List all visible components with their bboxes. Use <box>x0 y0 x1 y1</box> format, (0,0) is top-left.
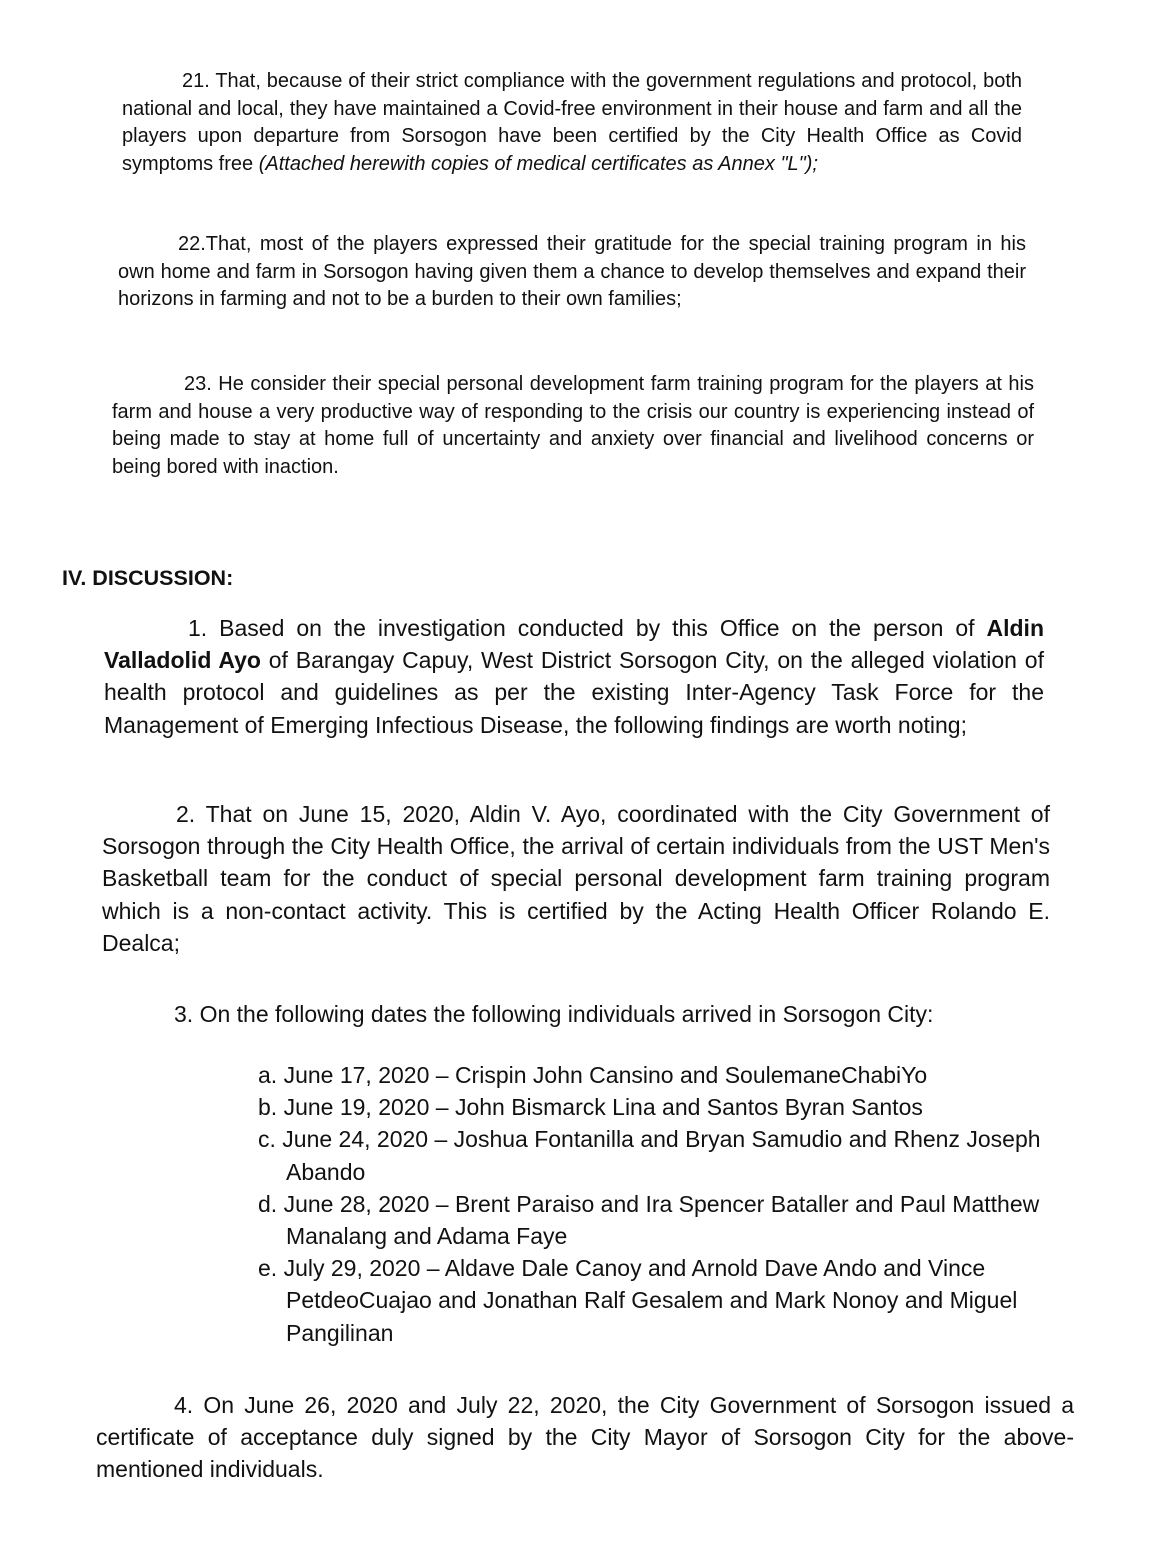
arrival-item-c: c. June 24, 2020 – Joshua Fontanilla and Bryan Samudio and Rhenz Joseph Abando <box>258 1126 1041 1185</box>
discussion-item-3 <box>174 998 1054 1030</box>
paragraph-21-annex-note: (Attached herewith copies of medical certificates as Annex "L"); <box>258 152 818 175</box>
discussion-item-4 <box>96 1389 1074 1486</box>
discussion-item-1-lead: 1. Based on the investigation conducted by this Office on the person of <box>188 615 987 641</box>
arrival-item-b: b. June 19, 2020 – John Bismarck Lina and Santos Byran Santos <box>258 1094 923 1121</box>
arrival-item-d: d. June 28, 2020 – Brent Paraiso and Ira Spencer Bataller and Paul Matthew Manalang and Adama Faye <box>258 1190 1040 1250</box>
paragraph-22 <box>118 231 1026 314</box>
discussion-item-1-rest: of Barangay Capuy, West District Sorsogon City, on the alleged violation of health protocol and guidelines as per the existing Inter-Agency Task Force for the Management of Emerging Infectious Disease, the following findings are worth noting; <box>104 647 1044 738</box>
paragraph-23-text: 23. He consider their special personal development farm training program for the players at his farm and house a very productive way of responding to the crisis our country is experiencing instead of being made to stay at home full of uncertainty and anxiety over financial and livelihood concerns or being bored with inaction. <box>112 373 1034 478</box>
arrival-list <box>258 1059 1070 1349</box>
paragraph-21 <box>122 68 1022 178</box>
discussion-item-2-text: 2. That on June 15, 2020, Aldin V. Ayo, coordinated with the City Government of Sorsogon through the City Health Office, the arrival of certain individuals from the UST Men's Basketball team for the conduct of special personal development farm training program which is a non-contact activity. This is certified by the Acting Health Officer Rolando E. Dealca; <box>102 801 1050 956</box>
discussion-item-2 <box>102 798 1050 959</box>
discussion-item-3-text: 3. On the following dates the following individuals arrived in Sorsogon City: <box>174 1001 934 1027</box>
discussion-item-4-text: 4. On June 26, 2020 and July 22, 2020, the City Government of Sorsogon issued a certificate of acceptance duly signed by the City Mayor of Sorsogon City for the above-mentioned individuals. <box>96 1392 1074 1483</box>
paragraph-22-text: 22.That, most of the players expressed their gratitude for the special training program in his own home and farm in Sorsogon having given them a chance to develop themselves and expand their horizons in farming and not to be a burden to their own families; <box>118 233 1026 310</box>
discussion-item-1 <box>104 612 1044 741</box>
person-name: Aldin Valladolid Ayo <box>104 615 1044 674</box>
paragraph-21-text: 21. That, because of their strict compliance with the government regulations and protocol, both national and local, they have maintained a Covid-free environment in their house and farm and all the players upon departure from Sorsogon have been certified by the City Health Office as Covid symptoms free <box>122 70 1022 175</box>
section-heading-discussion: IV. DISCUSSION: <box>62 566 234 590</box>
arrival-item-a: a. June 17, 2020 – Crispin John Cansino and SoulemaneChabiYo <box>258 1062 928 1088</box>
arrival-item-e: e. July 29, 2020 – Aldave Dale Canoy and Arnold Dave Ando and Vince PetdeoCuajao and Jonathan Ralf Gesalem and Mark Nonoy and Miguel Pangilinan <box>258 1255 1018 1346</box>
paragraph-23 <box>112 371 1034 481</box>
